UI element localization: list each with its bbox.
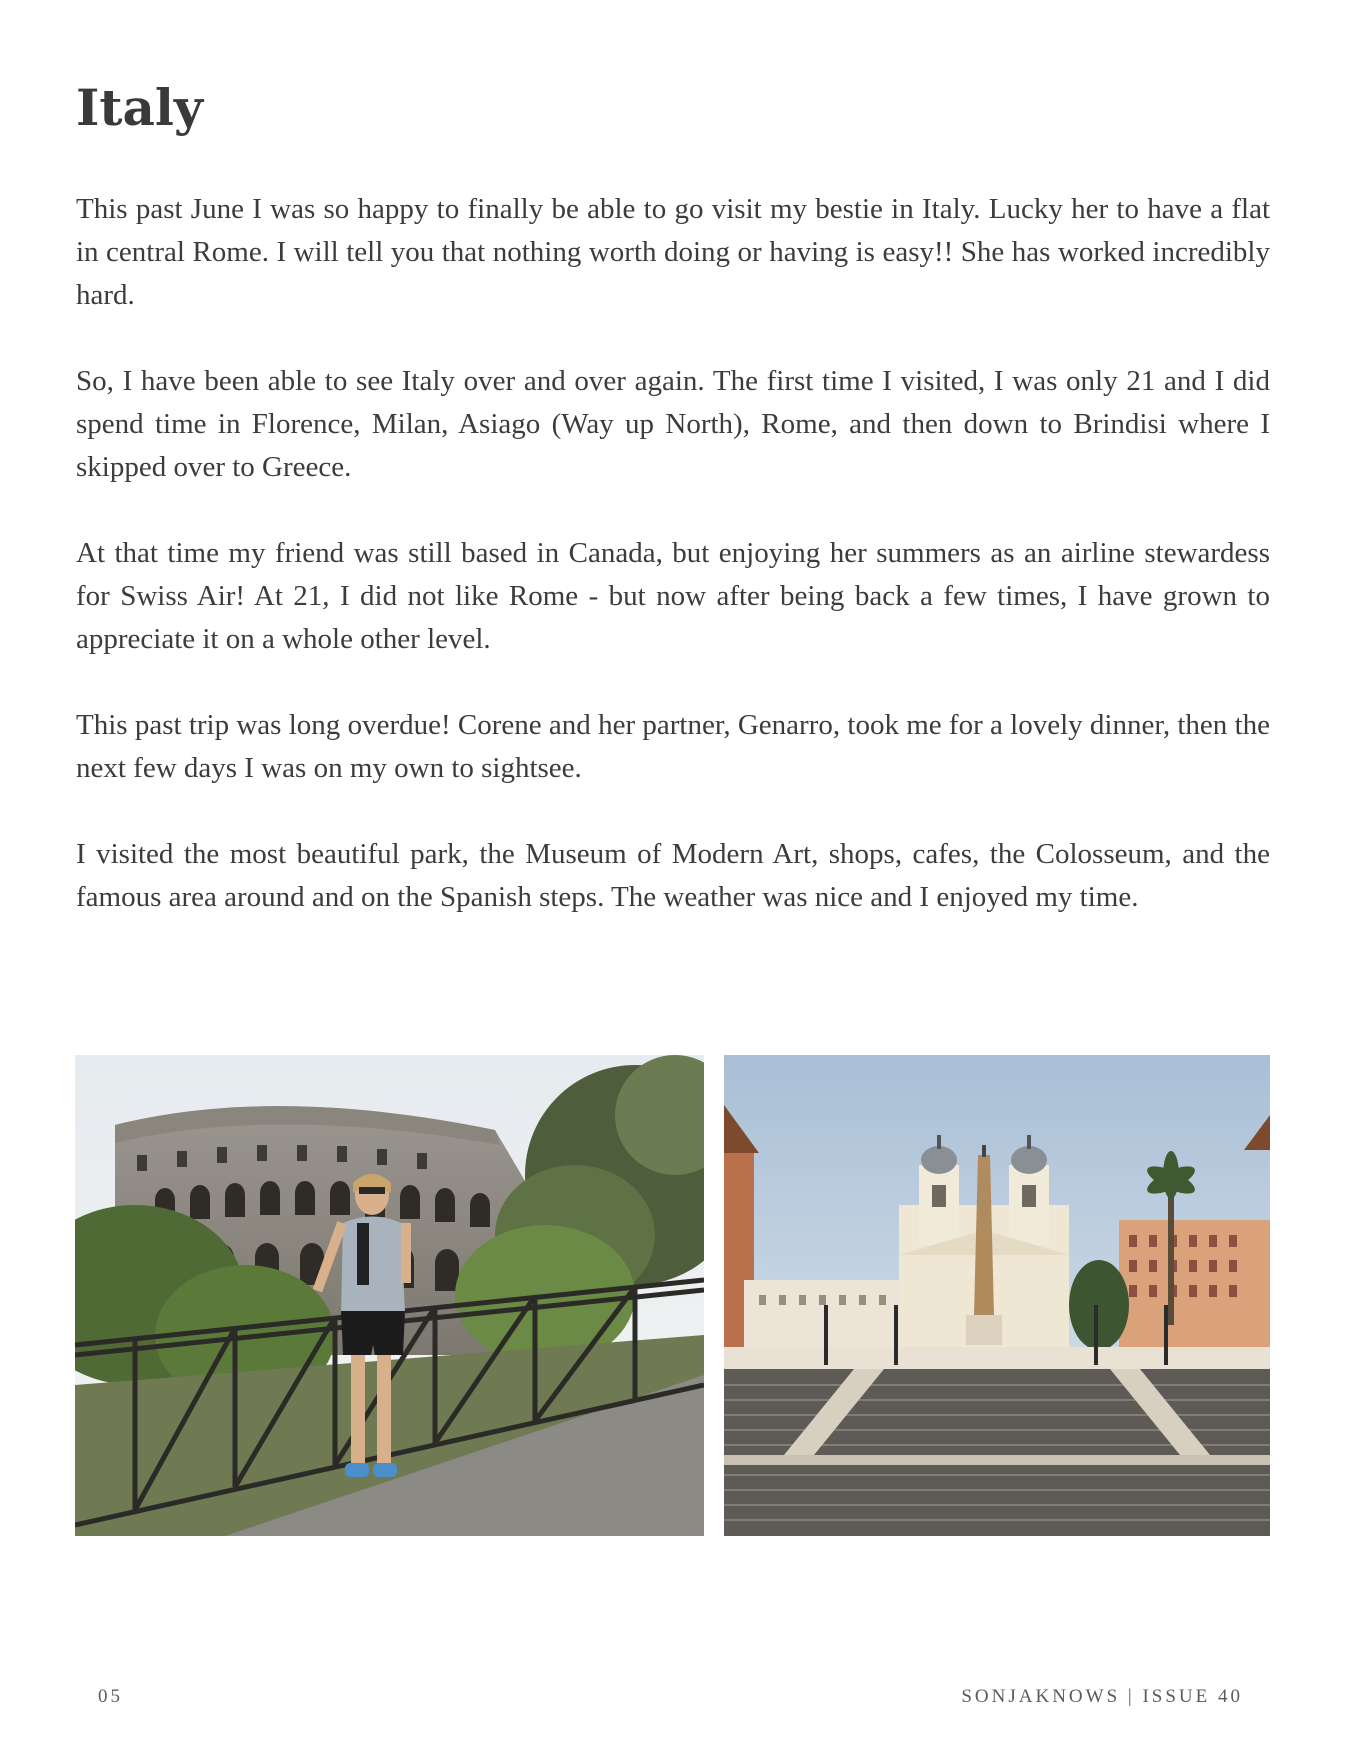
colosseum-illustration — [75, 1055, 704, 1536]
article-title: Italy — [76, 78, 203, 137]
spanish-steps-illustration — [724, 1055, 1270, 1536]
article-body — [76, 188, 1270, 962]
paragraph: I visited the most beautiful park, the Museum of Modern Art, shops, cafes, the Colosseum, and the famous area around and on the Spanish steps. The weather was nice and I enjoyed my time. — [76, 838, 1270, 913]
paragraph: At that time my friend was still based in Canada, but enjoying her summers as an airline stewardess for Swiss Air! At 21, I did not like Rome - but now after being back a few times, I have grown to appreciate it on a whole other level. — [76, 537, 1270, 655]
paragraph: So, I have been able to see Italy over and over again. The first time I visited, I was only 21 and I did spend time in Florence, Milan, Asiago (Way up North), Rome, and then down to Brindisi where I skipped over to Greece. — [76, 365, 1270, 483]
spanish-steps-photo — [724, 1055, 1270, 1536]
paragraph: This past June I was so happy to finally be able to go visit my bestie in Italy. Lucky her to have a flat in central Rome. I will tell you that nothing worth doing or having is easy!! She has worked incredibly hard. — [76, 193, 1270, 311]
paragraph: This past trip was long overdue! Corene and her partner, Genarro, took me for a lovely dinner, then the next few days I was on my own to sightsee. — [76, 709, 1270, 784]
publication-issue: SONJAKNOWS | ISSUE 40 — [961, 1686, 1243, 1707]
page-number: 05 — [98, 1686, 123, 1707]
woman-at-colosseum-photo — [75, 1055, 704, 1536]
